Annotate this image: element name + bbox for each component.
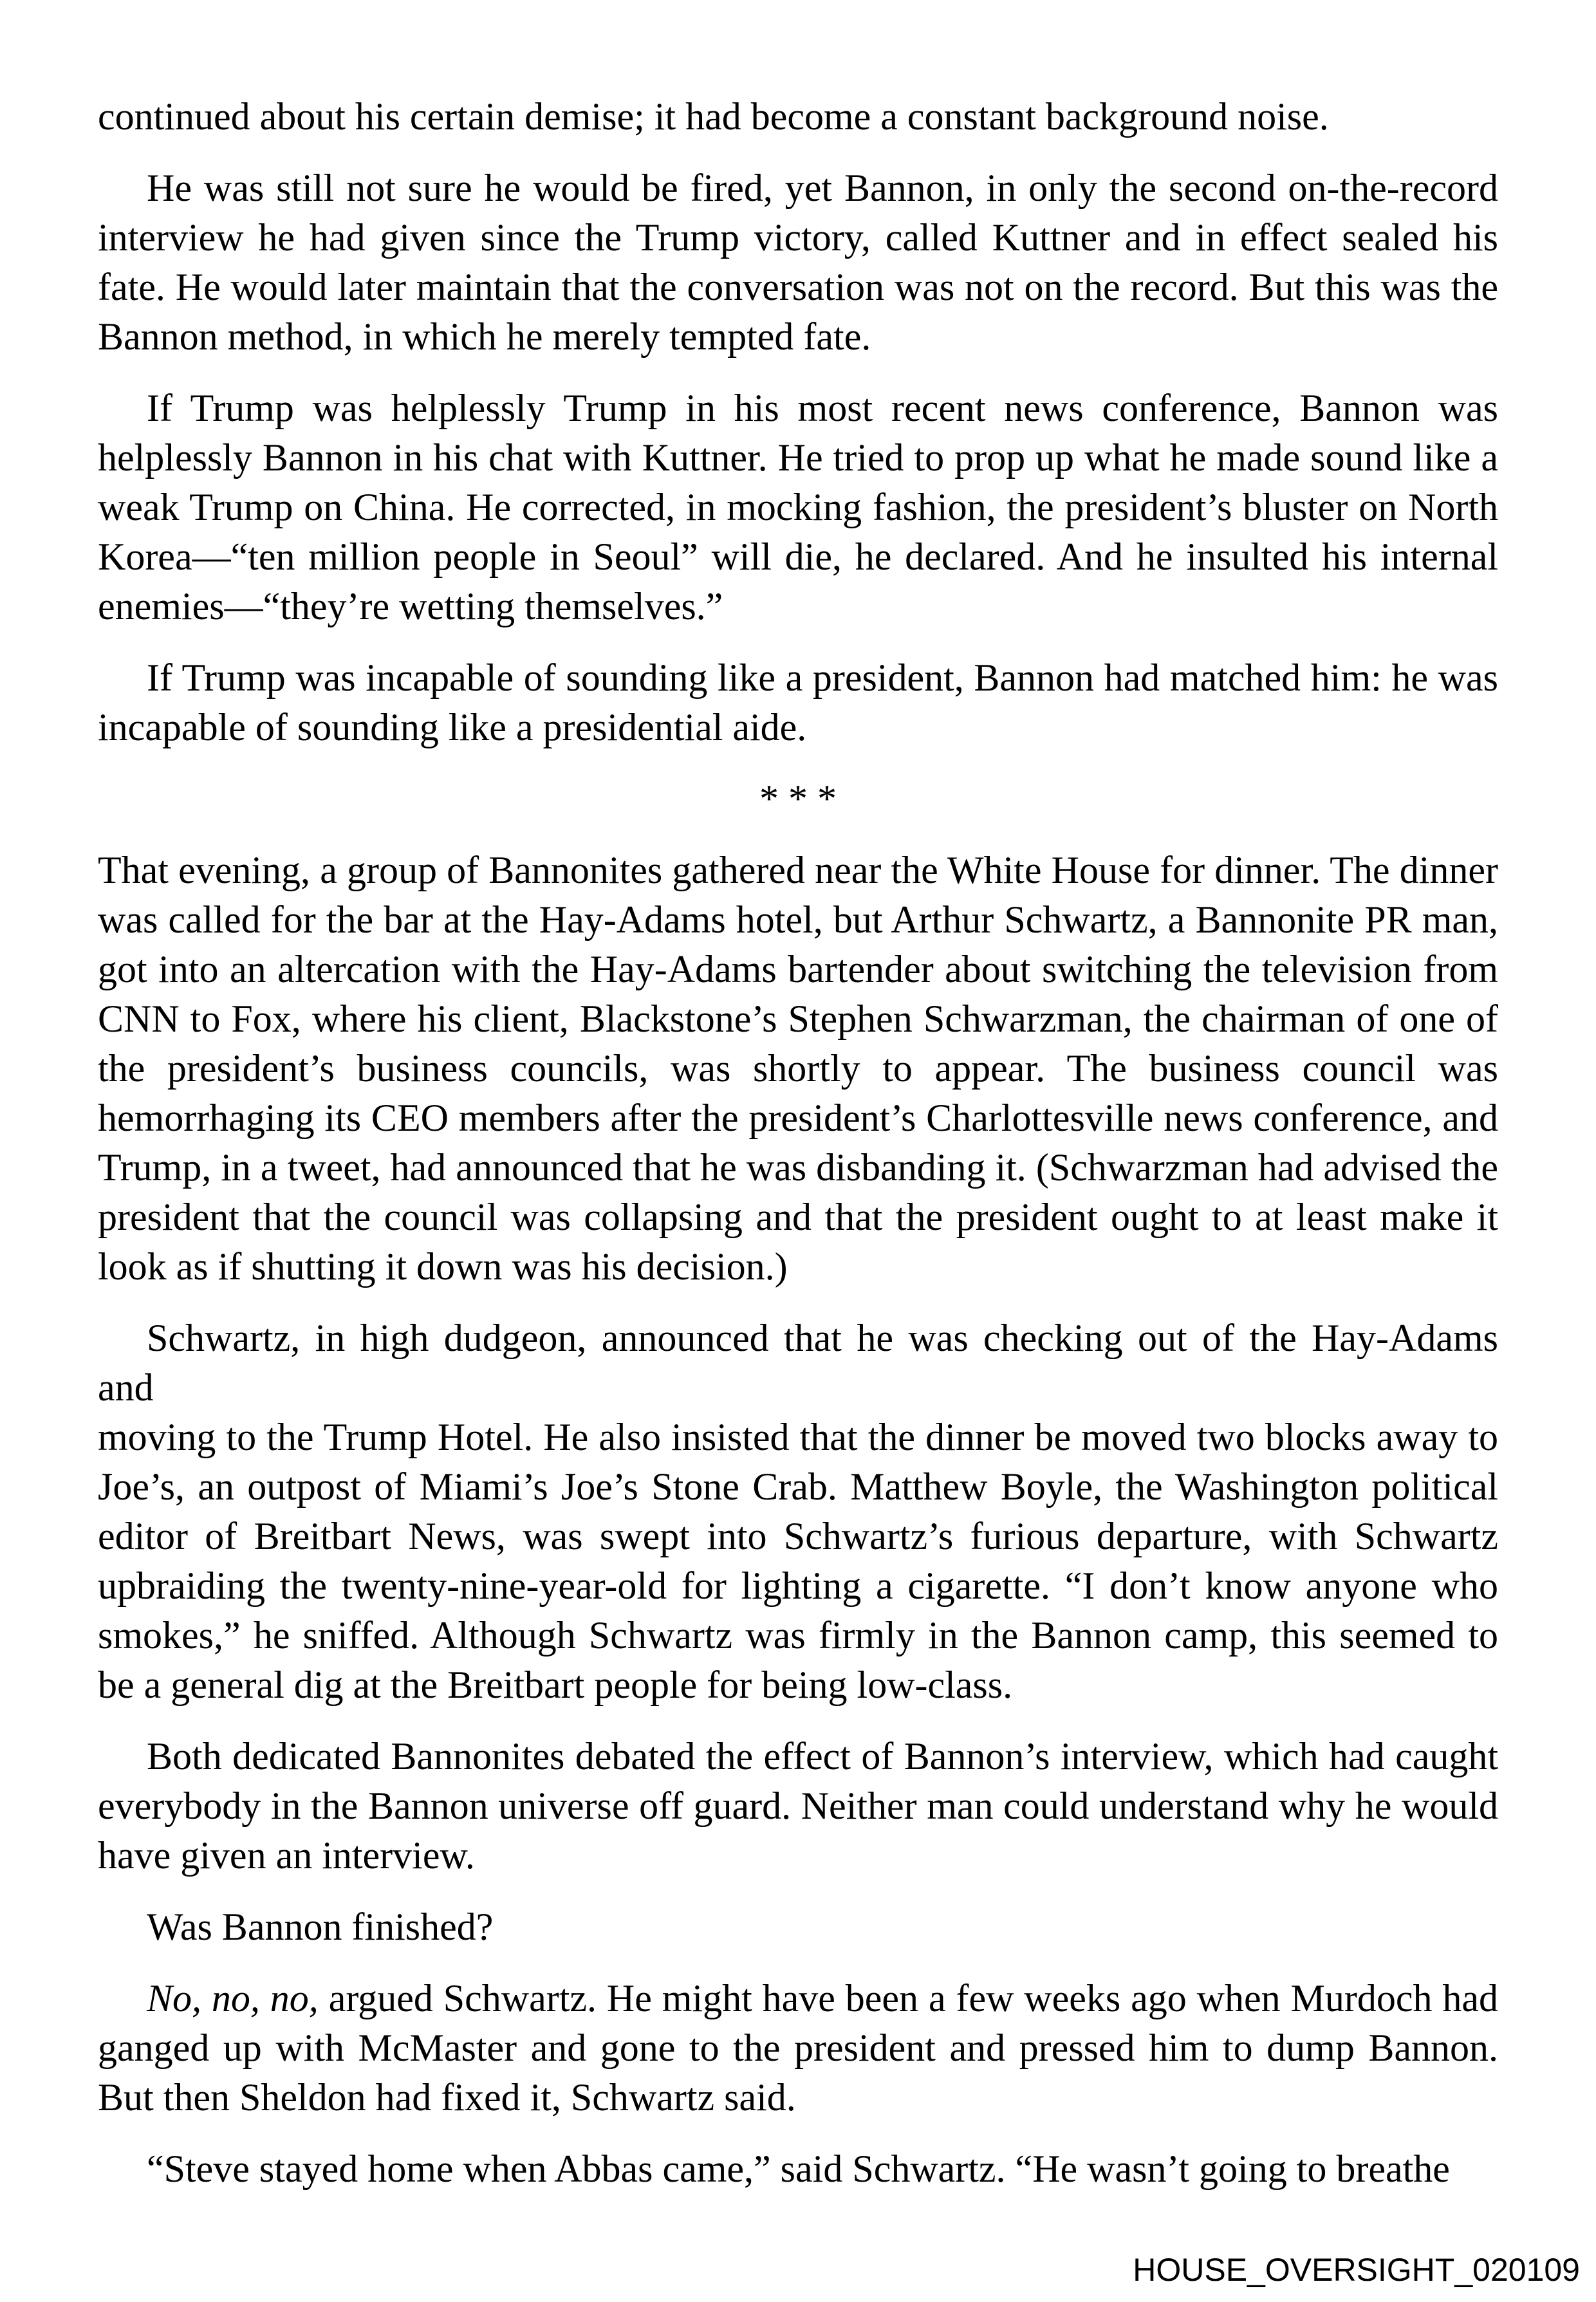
text-line <box>98 1732 1498 1781</box>
text-segment: look as if shutting it down was his decision.) <box>98 1245 788 1288</box>
paragraph <box>98 163 1498 362</box>
text-line <box>98 483 1498 532</box>
text-segment: CNN to Fox, where his client, Blackstone’s Stephen Schwarzman, the chairman of one of <box>98 998 1498 1040</box>
text-segment: continued about his certain demise; it had become a constant background noise. <box>98 95 1329 138</box>
text-line <box>98 2023 1498 2073</box>
text-line <box>98 1831 1498 1880</box>
text-segment: If Trump was incapable of sounding like a president, Bannon had matched him: he was <box>147 656 1498 699</box>
text-segment: editor of Breitbart News, was swept into Schwartz’s furious departure, with Schwartz <box>98 1515 1498 1557</box>
text-line <box>98 846 1498 895</box>
text-segment: smokes,” he sniffed. Although Schwartz was firmly in the Bannon camp, this seemed to <box>98 1614 1498 1657</box>
text-segment: That evening, a group of Bannonites gathered near the White House for dinner. The dinner <box>98 849 1498 891</box>
text-line <box>98 2073 1498 2122</box>
text-line <box>98 1313 1498 1413</box>
text-line <box>98 213 1498 263</box>
text-segment: argued Schwartz. He might have been a few weeks ago when Murdoch had <box>318 1977 1498 2019</box>
italic-text-segment: No, no, no, <box>147 1977 319 2019</box>
text-segment: Korea—“ten million people in Seoul” will die, he declared. And he insulted his internal <box>98 535 1498 578</box>
paragraph <box>98 653 1498 752</box>
paragraph <box>98 1902 1498 1952</box>
text-segment: Joe’s, an outpost of Miami’s Joe’s Stone Crab. Matthew Boyle, the Washington political <box>98 1465 1498 1508</box>
text-line <box>98 92 1498 142</box>
text-segment: Trump, in a tweet, had announced that he was disbanding it. (Schwarzman had advised the <box>98 1146 1498 1189</box>
paragraph <box>98 384 1498 631</box>
text-segment: be a general dig at the Breitbart people for being low-class. <box>98 1664 1013 1706</box>
text-line <box>98 1611 1498 1660</box>
text-segment: got into an altercation with the Hay-Adams bartender about switching the television from <box>98 948 1498 990</box>
text-line <box>98 1660 1498 1710</box>
text-line <box>98 1512 1498 1561</box>
document-text <box>98 92 1498 2194</box>
text-segment: Both dedicated Bannonites debated the effect of Bannon’s interview, which had caught <box>147 1735 1498 1778</box>
text-segment: everybody in the Bannon universe off guard. Neither man could understand why he would <box>98 1785 1498 1827</box>
text-line <box>98 1044 1498 1093</box>
text-segment: He was still not sure he would be fired, yet Bannon, in only the second on-the-record <box>147 167 1498 209</box>
text-line <box>98 895 1498 945</box>
paragraph <box>98 774 1498 824</box>
text-segment: the president’s business councils, was shortly to appear. The business council was <box>98 1047 1498 1090</box>
text-line <box>98 653 1498 703</box>
text-line <box>98 263 1498 312</box>
text-line <box>98 945 1498 994</box>
text-segment: weak Trump on China. He corrected, in mocking fashion, the president’s bluster on North <box>98 486 1498 528</box>
paragraph <box>98 1732 1498 1880</box>
paragraph <box>98 2144 1498 2194</box>
text-segment: Was Bannon finished? <box>147 1906 494 1948</box>
text-segment: interview he had given since the Trump victory, called Kuttner and in effect sealed his <box>98 216 1498 259</box>
paragraph <box>98 846 1498 1292</box>
text-segment: president that the council was collapsing and that the president ought to at least make it <box>98 1196 1498 1238</box>
text-segment: upbraiding the twenty-nine-year-old for lighting a cigarette. “I don’t know anyone who <box>98 1564 1498 1607</box>
text-line <box>98 384 1498 433</box>
text-line <box>98 433 1498 483</box>
text-line <box>98 163 1498 213</box>
text-segment: If Trump was helplessly Trump in his most recent news conference, Bannon was <box>147 387 1498 429</box>
text-line <box>98 1242 1498 1292</box>
text-segment: hemorrhaging its CEO members after the president’s Charlottesville news conference, and <box>98 1097 1498 1139</box>
text-line <box>98 774 1498 824</box>
text-line <box>98 1902 1498 1952</box>
text-line <box>98 1093 1498 1143</box>
text-line <box>98 1781 1498 1831</box>
text-segment: ganged up with McMaster and gone to the president and pressed him to dump Bannon. <box>98 2027 1498 2069</box>
text-line <box>98 1193 1498 1242</box>
text-segment: have given an interview. <box>98 1834 475 1877</box>
bates-stamp: HOUSE_OVERSIGHT_020109 <box>1133 2252 1580 2288</box>
text-line <box>98 1143 1498 1193</box>
text-segment: “Steve stayed home when Abbas came,” said Schwartz. “He wasn’t going to breathe <box>147 2148 1450 2190</box>
text-segment: helplessly Bannon in his chat with Kuttner. He tried to prop up what he made sound like a <box>98 436 1498 479</box>
text-line <box>98 582 1498 631</box>
paragraph <box>98 1974 1498 2122</box>
text-line <box>98 312 1498 362</box>
text-segment: * * * <box>759 777 837 820</box>
text-line <box>98 1561 1498 1611</box>
text-segment: enemies—“they’re wetting themselves.” <box>98 585 723 627</box>
paragraph <box>98 92 1498 142</box>
text-segment: incapable of sounding like a presidential aide. <box>98 706 807 748</box>
text-line <box>98 2144 1498 2194</box>
text-segment: But then Sheldon had fixed it, Schwartz said. <box>98 2076 796 2119</box>
text-segment: Schwartz, in high dudgeon, announced that he was checking out of the Hay-Adams and <box>98 1317 1498 1409</box>
text-line <box>98 532 1498 582</box>
text-segment: fate. He would later maintain that the conversation was not on the record. But this was the <box>98 266 1498 308</box>
text-segment: moving to the Trump Hotel. He also insisted that the dinner be moved two blocks away to <box>98 1416 1498 1458</box>
text-line <box>98 994 1498 1044</box>
text-segment: Bannon method, in which he merely tempted fate. <box>98 315 871 358</box>
text-line <box>98 1974 1498 2023</box>
text-line <box>98 1462 1498 1512</box>
text-segment: was called for the bar at the Hay-Adams hotel, but Arthur Schwartz, a Bannonite PR man, <box>98 898 1498 941</box>
text-line <box>98 1413 1498 1462</box>
text-line <box>98 703 1498 752</box>
paragraph <box>98 1313 1498 1710</box>
